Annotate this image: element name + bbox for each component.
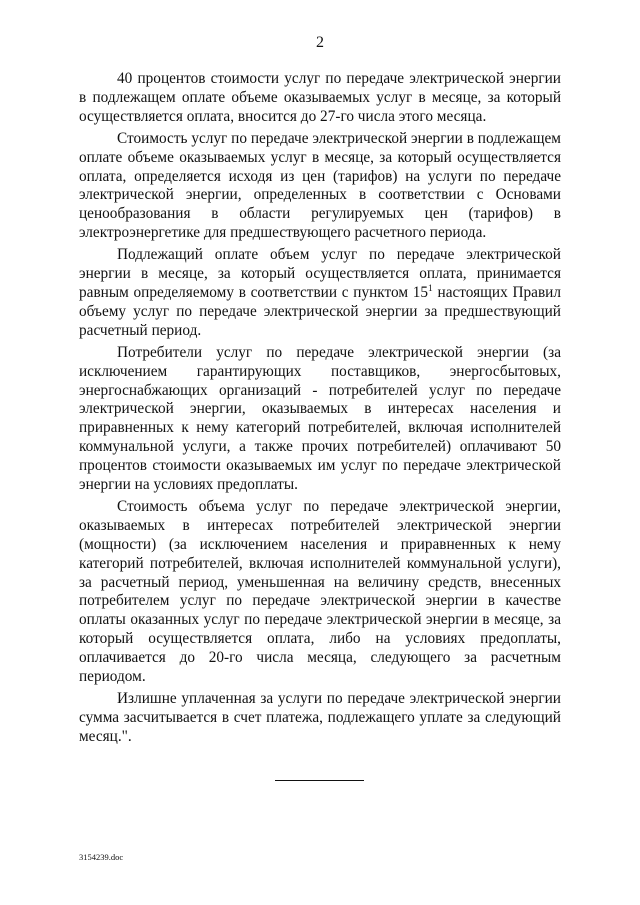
document-body: [79, 70, 561, 750]
paragraph-text-after: настоящих Правил объему услуг по передаче электрической энергии за предшествующий расчетный период.: [79, 283, 561, 339]
paragraph-payable-volume: [79, 246, 561, 341]
footer-file-reference: 3154239.doc: [79, 852, 124, 862]
closing-rule: [275, 780, 364, 781]
paragraph-prepayment-40: 40 процентов стоимости услуг по передаче электрической энергии в подлежащем оплате объеме оказываемых услуг в месяце, за который осуществляется оплата, вносится до 27-го числа этого месяца.: [79, 70, 561, 125]
paragraph-volume-cost: Стоимость объема услуг по передаче электрической энергии, оказываемых в интересах потребителей электрической энергии (мощности) (за исключением населения и приравненных к нему категорий потребителей, включая исполнителей коммунальной услуги), за расчетный период, уменьшенная на величину средств, внесенных потребителем услуг по передаче электрической энергии в качестве оплаты оказанных услуг по передаче электрической энергии в месяце, за который осуществляется оплата, либо на условиях предоплаты, оплачивается до 20-го числа месяца, следующего за расчетным периодом.: [79, 497, 561, 686]
superscript-index: 1: [428, 283, 433, 294]
paragraph-consumers-prepay-50: Потребители услуг по передаче электрической энергии (за исключением гарантирующих поставщиков, энергосбытовых, энергоснабжающих организаций - потребителей услуг по передаче электрической энергии, оказываемых в интересах населения и приравненных к нему категорий потребителей, включая исполнителей коммунальной услуги, а также прочих потребителей) оплачивают 50 процентов стоимости оказываемых им услуг по передаче электрической энергии на условиях предоплаты.: [79, 343, 561, 494]
page-number: 2: [316, 34, 324, 51]
paragraph-text-before: Подлежащий оплате объем услуг по передаче электрической энергии в месяце, за который осуществляется оплата, принимается равным определяемому в соответствии с пунктом 15: [79, 246, 561, 301]
paragraph-service-cost: Стоимость услуг по передаче электрической энергии в подлежащем оплате объеме оказываемых услуг в месяце, за который осуществляется оплата, определяется исходя из цен (тарифов) на услуги по передаче электрической энергии, определенных в соответствии с Основами ценообразования в области регулируемых цен (тарифов) в электроэнергетике для предшествующего расчетного периода.: [79, 129, 561, 242]
paragraph-overpayment: Излишне уплаченная за услуги по передаче электрической энергии сумма засчитывается в счет платежа, подлежащего уплате за следующий месяц.".: [79, 690, 561, 745]
